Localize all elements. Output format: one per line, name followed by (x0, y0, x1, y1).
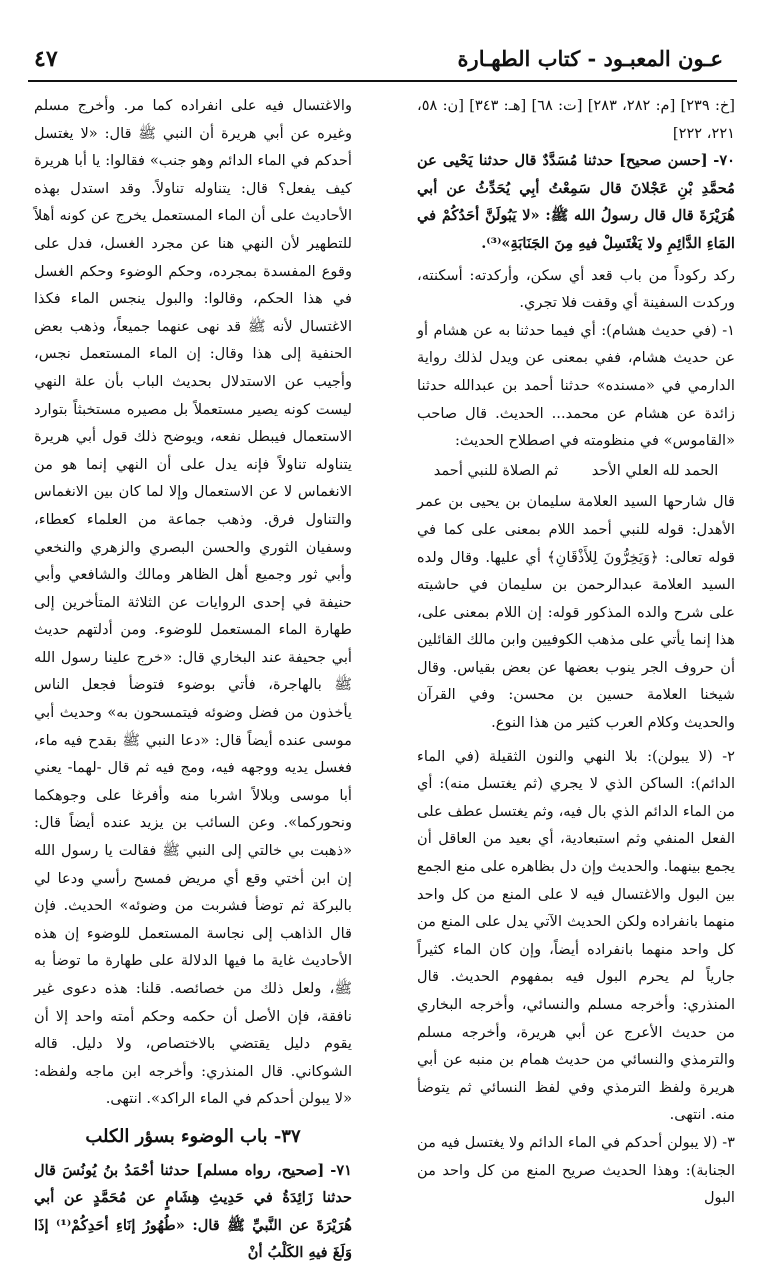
hadith-text: [صحيح، رواه مسلم] حدثنا أحْمَدُ بنُ يُونُسَ قال حدثنا زَائِدَةُ في حَدِيثِ هِشَامٍ عن مُحَمَّدٍ عن أبي هُرَيْرَةَ عن النَّبيِّ ﷺ قال: «طُهُورُ إنَاءِ أحَدِكُمْ⁽¹⁾ إذَا وَلَغَ فيهِ الكَلْبُ أنْ (34, 1161, 352, 1262)
footnote-3: ٣- (لا يبولن أحدكم في الماء الدائم ولا يغتسل فيه من الجنابة): وهذا الحديث صريح المنع من كل واحد من البول (417, 1133, 735, 1207)
definition-paragraph: ركد ركوداً من باب قعد أي سكن، وأركدته: أسكنته، وركدت السفينة أي وقفت فلا تجري. (417, 266, 735, 312)
left-column (34, 92, 352, 1267)
hadith-number: ٧١- (330, 1161, 352, 1179)
source-references: [خ: ٢٣٩] [م: ٢٨٢، ٢٨٣] [ت: ٦٨] [هـ: ٣٤٣] [ن: ٥٨، ٢٢١، ٢٢٢] (417, 97, 736, 142)
chapter-title: ٣٧- باب الوضوء بسؤر الكلب (85, 1125, 301, 1147)
hadith-text: [حسن صحيح] حدثنا مُسَدَّدٌ قال حدثنا يَحْيى عن مُحمَّدِ بْنِ عَجْلانَ قال سَمِعْتُ أبِي يُحَدِّثُ عن أبي هُرَيْرَةَ قال قال رسولُ الله ﷺ: «لا يَبُولَنَّ أحَدُكُمْ في المَاءِ الدَّائِمِ ولا يَغْتَسِلْ فيهِ مِنَ الجَنَابَةِ»⁽³⁾. (417, 152, 735, 252)
poem-verse (417, 457, 735, 485)
hadith-71 (34, 1157, 352, 1267)
hadith-70 (417, 147, 735, 257)
commentary-paragraph: قال شارحها السيد العلامة سليمان بن يحيى بن عمر الأهدل: قوله للنبي أحمد اللام بمعنى على كما في قوله تعالى: ﴿وَيَخِرُّونَ لِلأَذْقَانِ﴾ أي عليها. وقال ولده السيد العلامة عبدالرحمن بن سليمان في حاشيته على شرح والده المذكور قوله: إن اللام بمعنى على، هذا إنما يأتي على مذهب الكوفيين وابن مالك القائلين أن حروف الجر ينوب بعضها عن بعض بقياس. وقال شيخنا العلامة حسين بن محسن: وفي القرآن والحديث وكلام العرب كثير من هذا النوع. (417, 493, 735, 732)
hadith-number: ٧٠- (713, 152, 735, 170)
commentary-continued: والاغتسال فيه على انفراده كما مر. وأخرج مسلم وغيره عن أبي هريرة أن النبي ﷺ قال: «لا يغتسل أحدكم في الماء الدائم وهو جنب» فقالوا: يا أبا هريرة كيف يفعل؟ قال: يتناوله تناولاً. وقد استدل بهذه الأحاديث على أن الماء المستعمل يخرج عن كونه أهلاً للتطهير لأن النهي هنا عن مجرد الغسل، فدل على وقوع المفسدة بمجرده، وحكم الوضوء وحكم الغسل في هذا الحكم، وقالوا: والبول ينجس الماء فكذا الاغتسال لأنه ﷺ قد نهى عنهما جميعاً، وذهب بعض الحنفية إلى هذا وقال: إن الماء المستعمل نجس، وأجيب عن الاستدلال بحديث الباب بأن علة النهي ليست كونه يصير مستعملاً بل مصيره مستخبثاً بتوارد الاستعمال فيبطل نفعه، ويوضح ذلك قول أبي هريرة يتناوله تناولاً فإنه يدل على أن النهي إنما هو من الانغماس لا عن الاستعمال وإلا لما كان بين الانغماس والتناول فرق. وذهب جماعة من العلماء كعطاء، وسفيان الثوري والحسن البصري والزهري والنخعي وأبي ثور وجميع أهل الظاهر ومالك والشافعي وأبي حنيفة في إحدى الروايات عن الثلاثة المتأخرين إلى طهارة الماء المستعمل للوضوء. ومن أدلتهم حديث أبي جحيفة عند البخاري قال: «خرج علينا رسول الله ﷺ بالهاجرة، فأتي بوضوء فتوضأ فجعل الناس يأخذون من فضل وضوئه فيتمسحون به» وحديث أبي موسى عنده أيضاً قال: «دعا النبي ﷺ بقدح فيه ماء، فغسل يديه ووجهه فيه، ومج فيه ثم قال -لهما- يعني أبا موسى وبلالاً اشربا منه وأفرغا على وجوهكما ونحوركما». وعن السائب بن يزيد عنده أيضاً قال: «ذهبت بي خالتي إلى النبي ﷺ فقالت يا رسول الله إن ابن أختي وقع أي مريض فمسح رأسي ودعا لي بالبركة ثم توضأ فشربت من وضوئه» الحديث. فإن قال الذاهب إلى نجاسة المستعمل للوضوء إن هذه الأحاديث غاية ما فيها الدلالة على طهارة ما توضأ به ﷺ، ولعل ذلك من خصائصه. قلنا: هذه دعوى غير نافقة، فإن الأصل أن حكمه وحكم أمته واحد إلا أن يقوم دليل يقتضي بالاختصاص، ولا دليل. قاله الشوكاني. قال المنذري: وأخرجه ابن ماجه ولفظه: «لا يبولن أحدكم في الماء الراكد». انتهى. (34, 97, 352, 1108)
verse-second-hemistich: ثم الصلاة للنبي أحمد (433, 461, 559, 479)
footnote-1: ١- (في حديث هشام): أي فيما حدثنا به عن هشام أو عن حديث هشام، ففي بمعنى عن ويدل لذلك رواية الدارمي في «مسنده» حدثنا أحمد بن عبدالله حدثنا زائدة عن هشام عن محمد... الحديث. قال صاحب «القاموس» في منظومته في اصطلاح الحديث: (417, 321, 735, 450)
page-number: ٤٧ (34, 46, 58, 72)
footnote-2: ٢- (لا يبولن): بلا النهي والنون الثقيلة (في الماء الدائم): الساكن الذي لا يجري (ثم يغتسل منه): أي من الماء الدائم الذي بال فيه، وثم يغتسل عطف على الفعل المنفي وثم استبعادية، أي بعيد من العاقل أن يجمع بينهما. والحديث وإن دل بظاهره على منع الجمع بين البول والاغتسال فيه لا على المنع من كل واحد منهما بانفراده ولكن الحديث الآتي يدل على المنع من كل واحد منهما بانفراده أيضاً، وإن كان الماء كثيراً جارياً لم يحرم البول فيه بمفهوم الحديث. قال المنذري: وأخرجه مسلم والنسائي، وأخرجه البخاري من حديث الأعرج عن أبي هريرة، وأخرجه مسلم والترمذي والنسائي من حديث همام بن منبه عن أبي هريرة ولفظ الترمذي وفي لفظ النسائي ثم يتوضأ منه. انتهى. (417, 747, 735, 1124)
page-header (28, 40, 737, 82)
running-title: عـون المعبـود - كتاب الطهـارة (457, 46, 723, 71)
verse-first-hemistich: الحمد لله العلي الأحد (591, 461, 719, 479)
right-column (417, 92, 735, 1212)
